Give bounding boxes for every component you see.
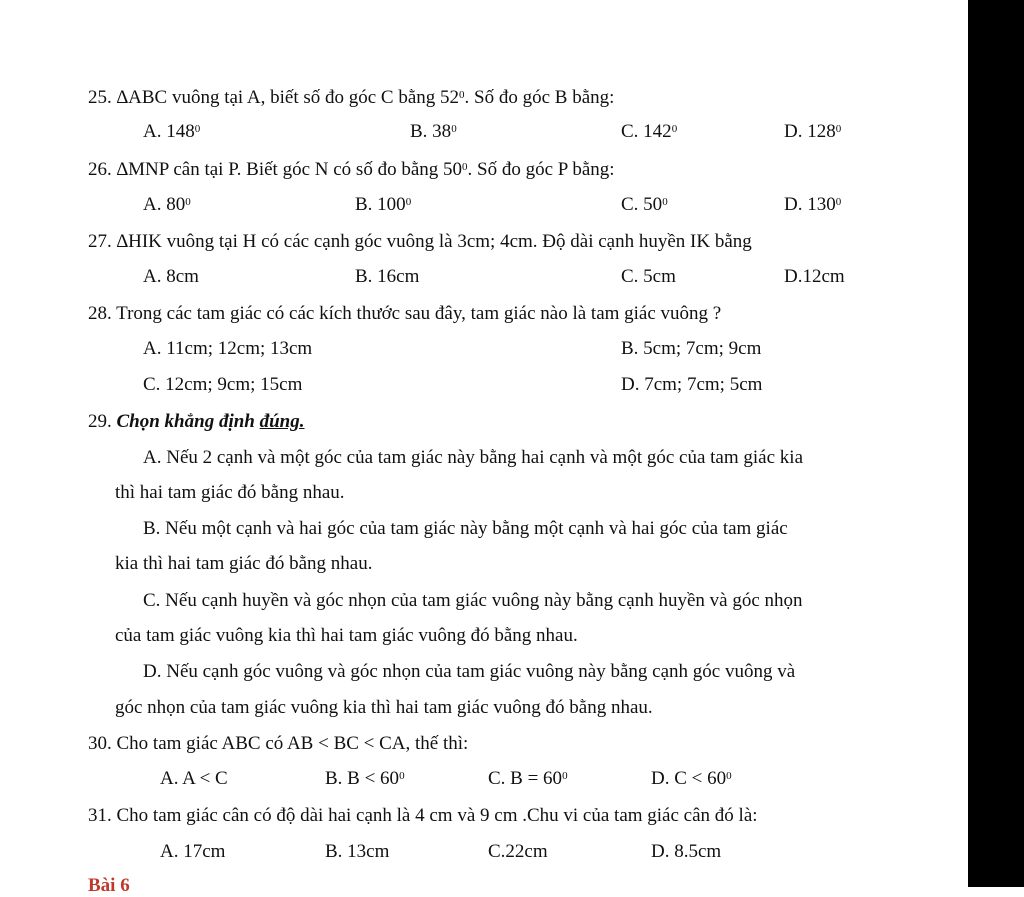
question-30-option-d: D. $C < 60^0$ bbox=[651, 768, 732, 789]
next-section-heading: Bài 6 bbox=[88, 875, 130, 896]
question-27-stem: 27. ∆HIK vuông tại H có các cạnh góc vuông là 3cm; 4cm. Độ dài cạnh huyền IK bằng bbox=[88, 231, 752, 252]
question-26-option-b: B. $100^0$ bbox=[355, 194, 412, 215]
question-29-option-c-line2: của tam giác vuông kia thì hai tam giác vuông đó bằng nhau. bbox=[115, 625, 578, 646]
question-28-option-b: B. 5cm; 7cm; 9cm bbox=[621, 338, 762, 359]
question-26-stem: 26. ∆MNP cân tại P. Biết góc N có số đo bằng $50^0$. Số đo góc P bằng: bbox=[88, 159, 615, 180]
question-27-option-d: D.12cm bbox=[784, 266, 845, 287]
question-31-stem: 31. Cho tam giác cân có độ dài hai cạnh là 4 cm và 9 cm .Chu vi của tam giác cân đó là: bbox=[88, 805, 758, 826]
question-29-option-b-line2: kia thì hai tam giác đó bằng nhau. bbox=[115, 553, 373, 574]
question-29-option-d-line2: góc nhọn của tam giác vuông kia thì hai tam giác vuông đó bằng nhau. bbox=[115, 697, 653, 718]
question-27-option-c: C. 5cm bbox=[621, 266, 676, 287]
question-25-option-a: A. $148^0$ bbox=[143, 121, 201, 142]
question-30-stem: 30. Cho tam giác ABC có AB < BC < CA, thế thì: bbox=[88, 733, 469, 754]
question-26-option-d: D. $130^0$ bbox=[784, 194, 842, 215]
question-29-option-d-line1: D. Nếu cạnh góc vuông và góc nhọn của tam giác vuông này bằng cạnh góc vuông và bbox=[143, 661, 796, 682]
question-25-stem: 25. ∆ABC vuông tại A, biết số đo góc C bằng $52^0$. Số đo góc B bằng: bbox=[88, 87, 615, 108]
question-30-option-a: A. A < C bbox=[160, 768, 228, 789]
question-27-option-a: A. 8cm bbox=[143, 266, 199, 287]
question-25-option-c: C. $142^0$ bbox=[621, 121, 678, 142]
question-28-option-c: C. 12cm; 9cm; 15cm bbox=[143, 374, 303, 395]
question-28-option-a: A. 11cm; 12cm; 13cm bbox=[143, 338, 313, 359]
question-29-option-b-line1: B. Nếu một cạnh và hai góc của tam giác này bằng một cạnh và hai góc của tam giác bbox=[143, 518, 788, 539]
question-31-option-b: B. 13cm bbox=[325, 841, 390, 862]
question-28-option-d: D. 7cm; 7cm; 5cm bbox=[621, 374, 763, 395]
question-29-option-a-line1: A. Nếu 2 cạnh và một góc của tam giác này bằng hai cạnh và một góc của tam giác kia bbox=[143, 447, 803, 468]
right-black-border bbox=[968, 0, 1024, 887]
question-26-option-c: C. $50^0$ bbox=[621, 194, 668, 215]
question-29-option-c-line1: C. Nếu cạnh huyền và góc nhọn của tam giác vuông này bằng cạnh huyền và góc nhọn bbox=[143, 590, 803, 611]
question-29-option-a-line2: thì hai tam giác đó bằng nhau. bbox=[115, 482, 345, 503]
question-25-option-b: B. $38^0$ bbox=[410, 121, 457, 142]
question-31-option-d: D. 8.5cm bbox=[651, 841, 722, 862]
question-25-option-d: D. $128^0$ bbox=[784, 121, 842, 142]
question-26-option-a: A. $80^0$ bbox=[143, 194, 191, 215]
question-30-option-b: B. $B < 60^0$ bbox=[325, 768, 405, 789]
question-29-stem: 29. Chọn khẳng định đúng. bbox=[88, 411, 305, 432]
question-27-option-b: B. 16cm bbox=[355, 266, 420, 287]
question-30-option-c: C. $B = 60^0$ bbox=[488, 768, 568, 789]
question-28-stem: 28. Trong các tam giác có các kích thước sau đây, tam giác nào là tam giác vuông ? bbox=[88, 303, 722, 324]
question-31-option-c: C.22cm bbox=[488, 841, 548, 862]
question-31-option-a: A. 17cm bbox=[160, 841, 226, 862]
